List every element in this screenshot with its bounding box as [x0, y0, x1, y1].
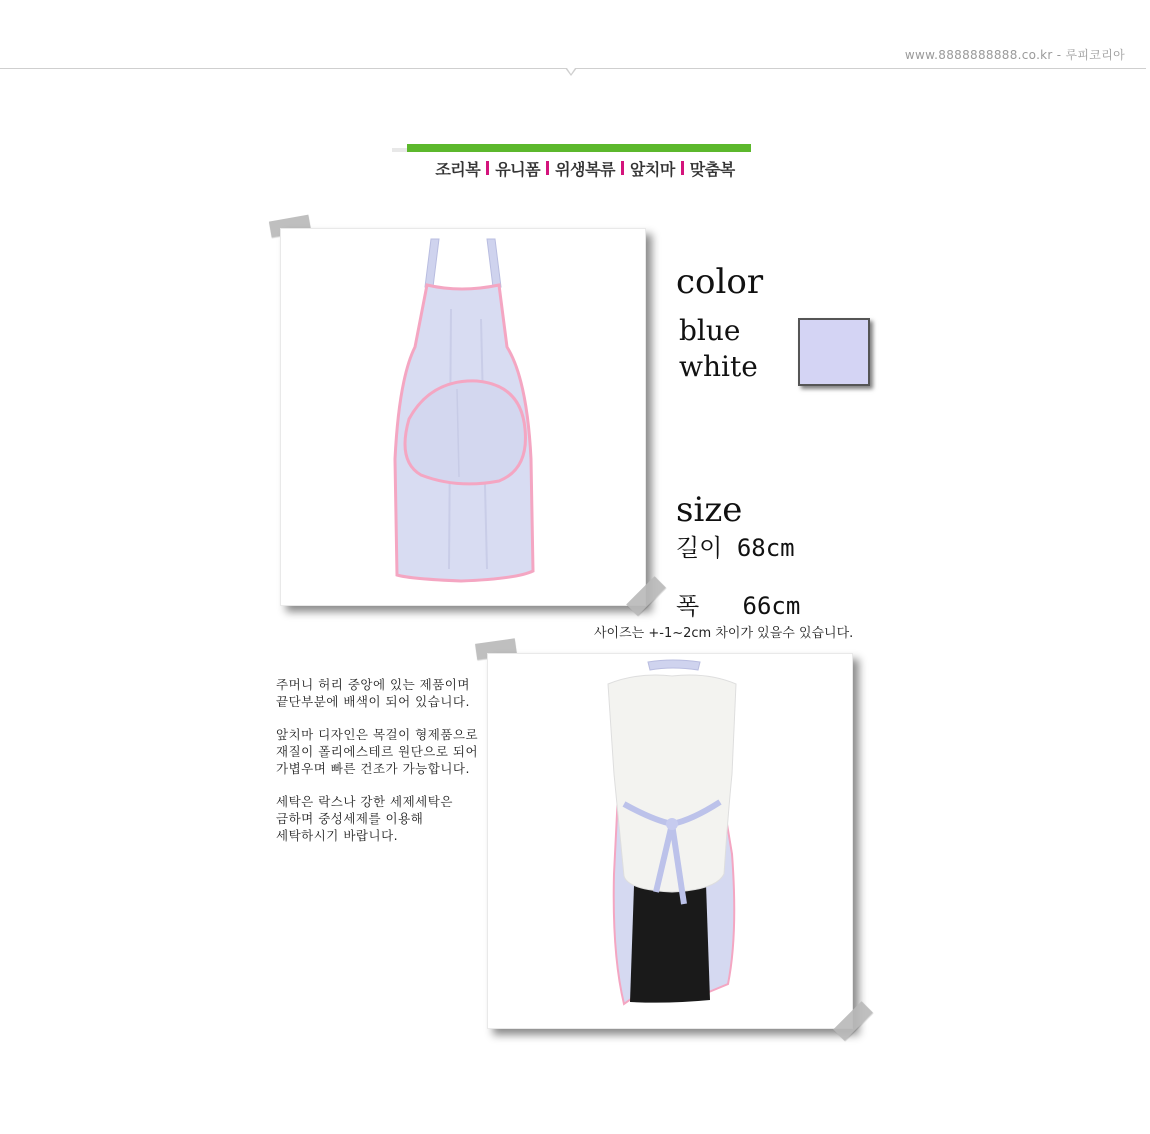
color-option-white: white [679, 350, 758, 383]
nav-item-uniform[interactable]: 유니폼 [495, 159, 541, 179]
nav-accent-bar [407, 144, 751, 152]
size-heading: size [676, 490, 743, 530]
nav-item-custom[interactable]: 맞춤복 [689, 159, 735, 179]
color-heading: color [676, 262, 764, 302]
description-paragraph: 세탁은 락스나 강한 세제세탁은 금하며 중성세제를 이용해 세탁하시기 바랍니다. [276, 794, 453, 843]
nav-separator [486, 161, 489, 175]
color-option-blue: blue [679, 314, 741, 347]
size-note: 사이즈는 +-1~2cm 차이가 있을수 있습니다. [594, 626, 854, 641]
apron-back-illustration [488, 654, 852, 1028]
size-length: 길이 68cm [676, 534, 795, 562]
description-paragraph: 앞치마 디자인은 목걸이 형제품으로 재질이 폴리에스테르 원단으로 되어 가볍우며 빠른 건조가 가능합니다. [276, 727, 479, 776]
header-notch-inner [567, 68, 575, 74]
nav-separator [681, 161, 684, 175]
apron-front-illustration [281, 229, 645, 605]
nav-item-hygiene-wear[interactable]: 위생복류 [555, 159, 615, 179]
description-paragraph: 주머니 허리 중앙에 있는 제품이며 끝단부분에 배색이 되어 있습니다. [276, 677, 470, 709]
site-url[interactable]: www.8888888888.co.kr - 루피코리아 [904, 48, 1125, 62]
nav-separator [621, 161, 624, 175]
nav-item-cook-uniform[interactable]: 조리복 [435, 159, 481, 179]
nav-item-apron[interactable]: 앞치마 [629, 159, 675, 179]
color-swatch [798, 318, 870, 386]
category-nav [420, 156, 750, 180]
nav-bar-shade [392, 148, 408, 152]
product-description [276, 676, 516, 860]
size-width: 폭 66cm [676, 592, 801, 620]
apron-back-photo [487, 653, 853, 1029]
nav-separator [546, 161, 549, 175]
apron-front-photo [280, 228, 646, 606]
